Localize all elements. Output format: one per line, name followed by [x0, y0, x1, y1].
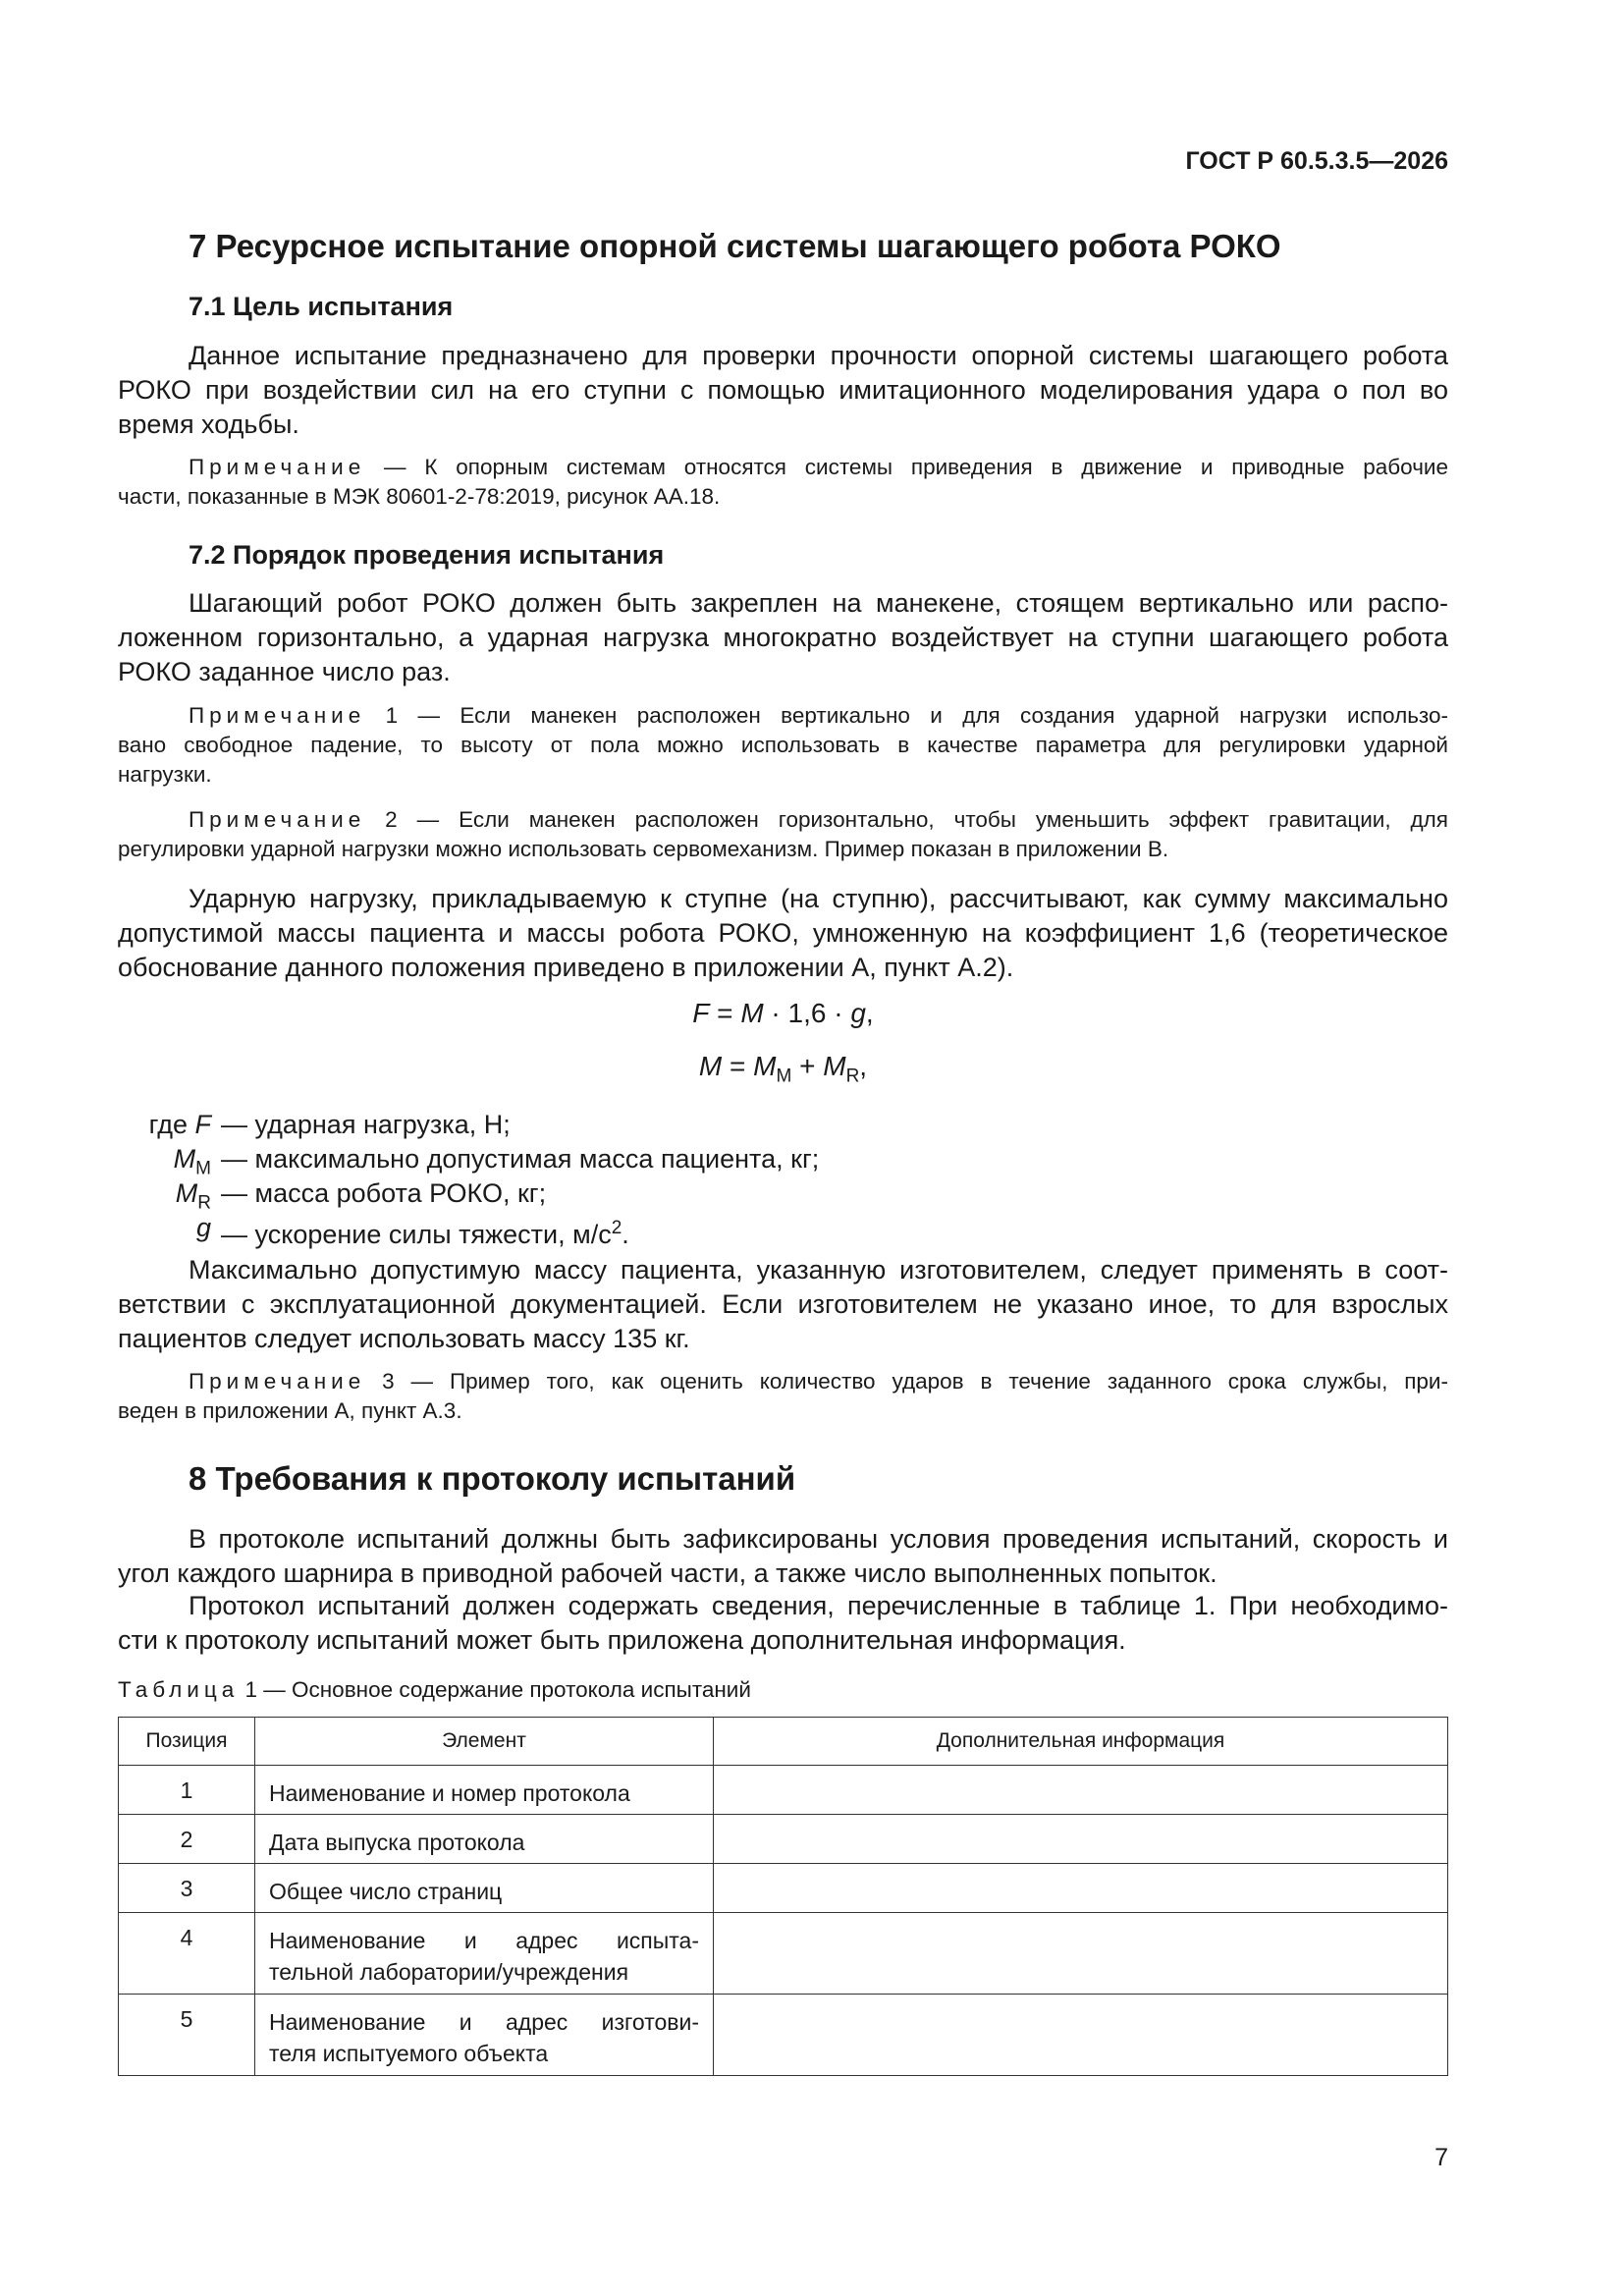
- cell-line: теля испытуемого объекта: [269, 2041, 549, 2066]
- formula-text: · 1,6 ·: [763, 998, 851, 1028]
- text-line: допустимой массы пациента и массы робота РОКО, умноженную на коэффициент 1,6 (теоретическое: [118, 918, 1448, 948]
- formula-symbol: g: [850, 998, 866, 1028]
- note-text: — К опорным системам относятся системы приведения в движение и приводные рабочие: [365, 455, 1448, 479]
- formula-subscript: R: [845, 1066, 860, 1087]
- formula-text: +: [791, 1051, 824, 1081]
- legend-row-g: [118, 1211, 1448, 1249]
- section-7-2-note-2: [118, 805, 1448, 864]
- table-cell-element: [255, 1995, 714, 2076]
- text-line: пациентов следует использовать массу 135 кг.: [118, 1324, 690, 1353]
- section-7-2-title: 7.2 Порядок проведения испытания: [189, 540, 665, 570]
- note-text: 3 — Пример того, как оценить количество ударов в течение заданного срока службы, при-: [365, 1369, 1448, 1394]
- cell-line: Дата выпуска протокола: [269, 1830, 525, 1855]
- text-line: обоснование данного положения приведено в приложении А, пункт А.2).: [118, 953, 1014, 982]
- text-line: угол каждого шарнира в приводной рабочей части, а также число выполненных попыток.: [118, 1558, 1217, 1588]
- table-row: [119, 1913, 1448, 1995]
- formula-symbol: M: [753, 1051, 777, 1081]
- legend-text: — ударная нагрузка, Н;: [221, 1110, 511, 1139]
- table-caption-text: 1 — Основное содержание протокола испытаний: [239, 1677, 751, 1702]
- table-row: [119, 1995, 1448, 2076]
- section-7-1-note: [118, 453, 1448, 512]
- section-7-2-paragraph-1: [118, 586, 1448, 689]
- table-caption-label: Таблица: [118, 1677, 240, 1702]
- section-7-title: 7 Ресурсное испытание опорной системы шагающего робота РОКО: [189, 228, 1281, 264]
- table-cell-info: [714, 1864, 1448, 1913]
- cell-line: тельной лаборатории/учреждения: [269, 1959, 629, 1985]
- legend-row-MR: [118, 1176, 1448, 1214]
- text-line: сти к протоколу испытаний может быть приложена дополнительная информация.: [118, 1625, 1126, 1655]
- legend-symbol-M: M: [173, 1144, 196, 1174]
- section-7-2-note-3: [118, 1367, 1448, 1426]
- cell-line: Наименование и адрес изготови-: [269, 2009, 699, 2035]
- formula-text: ,: [859, 1051, 868, 1081]
- table-caption: [118, 1677, 1448, 1703]
- note-line: регулировки ударной нагрузки можно использовать сервомеханизм. Пример показан в приложении В.: [118, 837, 1169, 861]
- text-line: РОКО заданное число раз.: [118, 657, 451, 686]
- legend-symbol: [118, 1108, 211, 1142]
- formula-text: ,: [865, 998, 874, 1028]
- text-line: ложенном горизонтально, а ударная нагрузка многократно воздействует на ступни шагающего робота: [118, 623, 1448, 652]
- table-cell-position: 4: [119, 1913, 255, 1995]
- note-line: веден в приложении А, пункт А.3.: [118, 1398, 462, 1423]
- section-7-1-title: 7.1 Цель испытания: [189, 292, 454, 321]
- table-cell-position: 1: [119, 1766, 255, 1815]
- section-8-paragraph-1: [118, 1522, 1448, 1591]
- note-label: Примечание: [189, 807, 366, 832]
- legend-row-F: [118, 1108, 1448, 1142]
- formula-symbol: M: [740, 998, 764, 1028]
- formula-text: =: [709, 998, 741, 1028]
- legend-symbol: [118, 1142, 211, 1179]
- table-header-position: Позиция: [119, 1718, 255, 1766]
- table-cell-info: [714, 1766, 1448, 1815]
- formula-symbol: F: [692, 998, 710, 1028]
- cell-line: Наименование и адрес испыта-: [269, 1928, 699, 1953]
- document-page: [118, 0, 1448, 2296]
- cell-line: Общее число страниц: [269, 1879, 503, 1904]
- legend-text: — масса робота РОКО, кг;: [221, 1178, 547, 1208]
- text-line: время ходьбы.: [118, 410, 299, 439]
- section-7-1-paragraph: [118, 339, 1448, 442]
- legend-text-end: .: [622, 1220, 629, 1249]
- table-header-element: Элемент: [255, 1718, 714, 1766]
- note-line: нагрузки.: [118, 762, 212, 787]
- note-line: [118, 701, 1448, 731]
- note-line: [118, 805, 1448, 835]
- legend-symbol-F: F: [194, 1110, 211, 1139]
- note-label: Примечание: [189, 703, 366, 728]
- table-cell-position: 5: [119, 1995, 255, 2076]
- section-7-2-paragraph-3: [118, 1253, 1448, 1356]
- section-7-2-paragraph-2: [118, 882, 1448, 985]
- section-8-title: 8 Требования к протоколу испытаний: [189, 1460, 796, 1497]
- table-cell-element: [255, 1766, 714, 1815]
- table-header-info: Дополнительная информация: [714, 1718, 1448, 1766]
- formula-symbol: M: [823, 1051, 846, 1081]
- note-line: [118, 453, 1448, 482]
- standard-code: ГОСТ Р 60.5.3.5—2026: [1185, 147, 1448, 175]
- formula-legend: [118, 1108, 1448, 1249]
- legend-symbol: g: [195, 1213, 211, 1242]
- note-label: Примечание: [189, 1369, 366, 1394]
- table-cell-position: 3: [119, 1864, 255, 1913]
- formula-text: =: [722, 1051, 754, 1081]
- text-line: В протоколе испытаний должны быть зафиксированы условия проведения испытаний, скорость и: [189, 1524, 1448, 1554]
- legend-prefix: где: [148, 1110, 195, 1139]
- table-row: [119, 1864, 1448, 1913]
- section-7-2-note-1: [118, 701, 1448, 790]
- legend-symbol-M: M: [175, 1178, 198, 1208]
- table-header-row: [119, 1718, 1448, 1766]
- table-cell-info: [714, 1815, 1448, 1864]
- legend-subscript: M: [195, 1158, 211, 1179]
- section-8-paragraph-2: [118, 1589, 1448, 1658]
- formula-force: [118, 998, 1448, 1029]
- text-line: РОКО при воздействии сил на его ступни с помощью имитационного моделирования удара о пол во: [118, 375, 1448, 405]
- table-cell-info: [714, 1995, 1448, 2076]
- text-line: ветствии с эксплуатационной документацией. Если изготовителем не указано иное, то для взрослых: [118, 1289, 1448, 1319]
- table-row: [119, 1766, 1448, 1815]
- legend-text: — максимально допустимая масса пациента, кг;: [221, 1144, 820, 1174]
- text-line: Данное испытание предназначено для проверки прочности опорной системы шагающего робота: [189, 341, 1448, 370]
- note-line: части, показанные в МЭК 80601-2-78:2019, рисунок АА.18.: [118, 484, 721, 509]
- text-line: Максимально допустимую массу пациента, указанную изготовителем, следует применять в соот-: [189, 1255, 1448, 1285]
- legend-subscript: R: [197, 1192, 211, 1214]
- table-cell-element: [255, 1864, 714, 1913]
- note-text: 2 — Если манекен расположен горизонтально, чтобы уменьшить эффект гравитации, для: [365, 807, 1448, 832]
- legend-row-MM: [118, 1142, 1448, 1179]
- table-cell-element: [255, 1913, 714, 1995]
- legend-text-main: — ускорение силы тяжести, м/с: [221, 1220, 612, 1249]
- table-cell-info: [714, 1913, 1448, 1995]
- formula-mass: [118, 1051, 1448, 1088]
- note-line: [118, 1367, 1448, 1396]
- table-row: [119, 1815, 1448, 1864]
- protocol-table: [118, 1717, 1448, 2076]
- text-line: Ударную нагрузку, прикладываемую к ступне (на ступню), рассчитывают, как сумму максимально: [189, 884, 1448, 913]
- formula-symbol: M: [698, 1051, 723, 1081]
- legend-superscript: 2: [611, 1218, 622, 1238]
- note-line: вано свободное падение, то высоту от пола можно использовать в качестве параметра для регулировки ударной: [118, 733, 1448, 757]
- cell-line: Наименование и номер протокола: [269, 1780, 630, 1806]
- legend-text: [211, 1211, 629, 1249]
- table-cell-position: 2: [119, 1815, 255, 1864]
- legend-symbol: [118, 1176, 211, 1214]
- note-label: Примечание: [189, 455, 366, 479]
- formula-subscript: M: [776, 1066, 792, 1087]
- text-line: Протокол испытаний должен содержать сведения, перечисленные в таблице 1. При необходимо-: [189, 1591, 1448, 1620]
- table-cell-element: [255, 1815, 714, 1864]
- page-number: 7: [1434, 2144, 1448, 2171]
- text-line: Шагающий робот РОКО должен быть закреплен на манекене, стоящем вертикально или распо-: [189, 588, 1448, 618]
- note-text: 1 — Если манекен расположен вертикально и для создания ударной нагрузки использо-: [365, 703, 1448, 728]
